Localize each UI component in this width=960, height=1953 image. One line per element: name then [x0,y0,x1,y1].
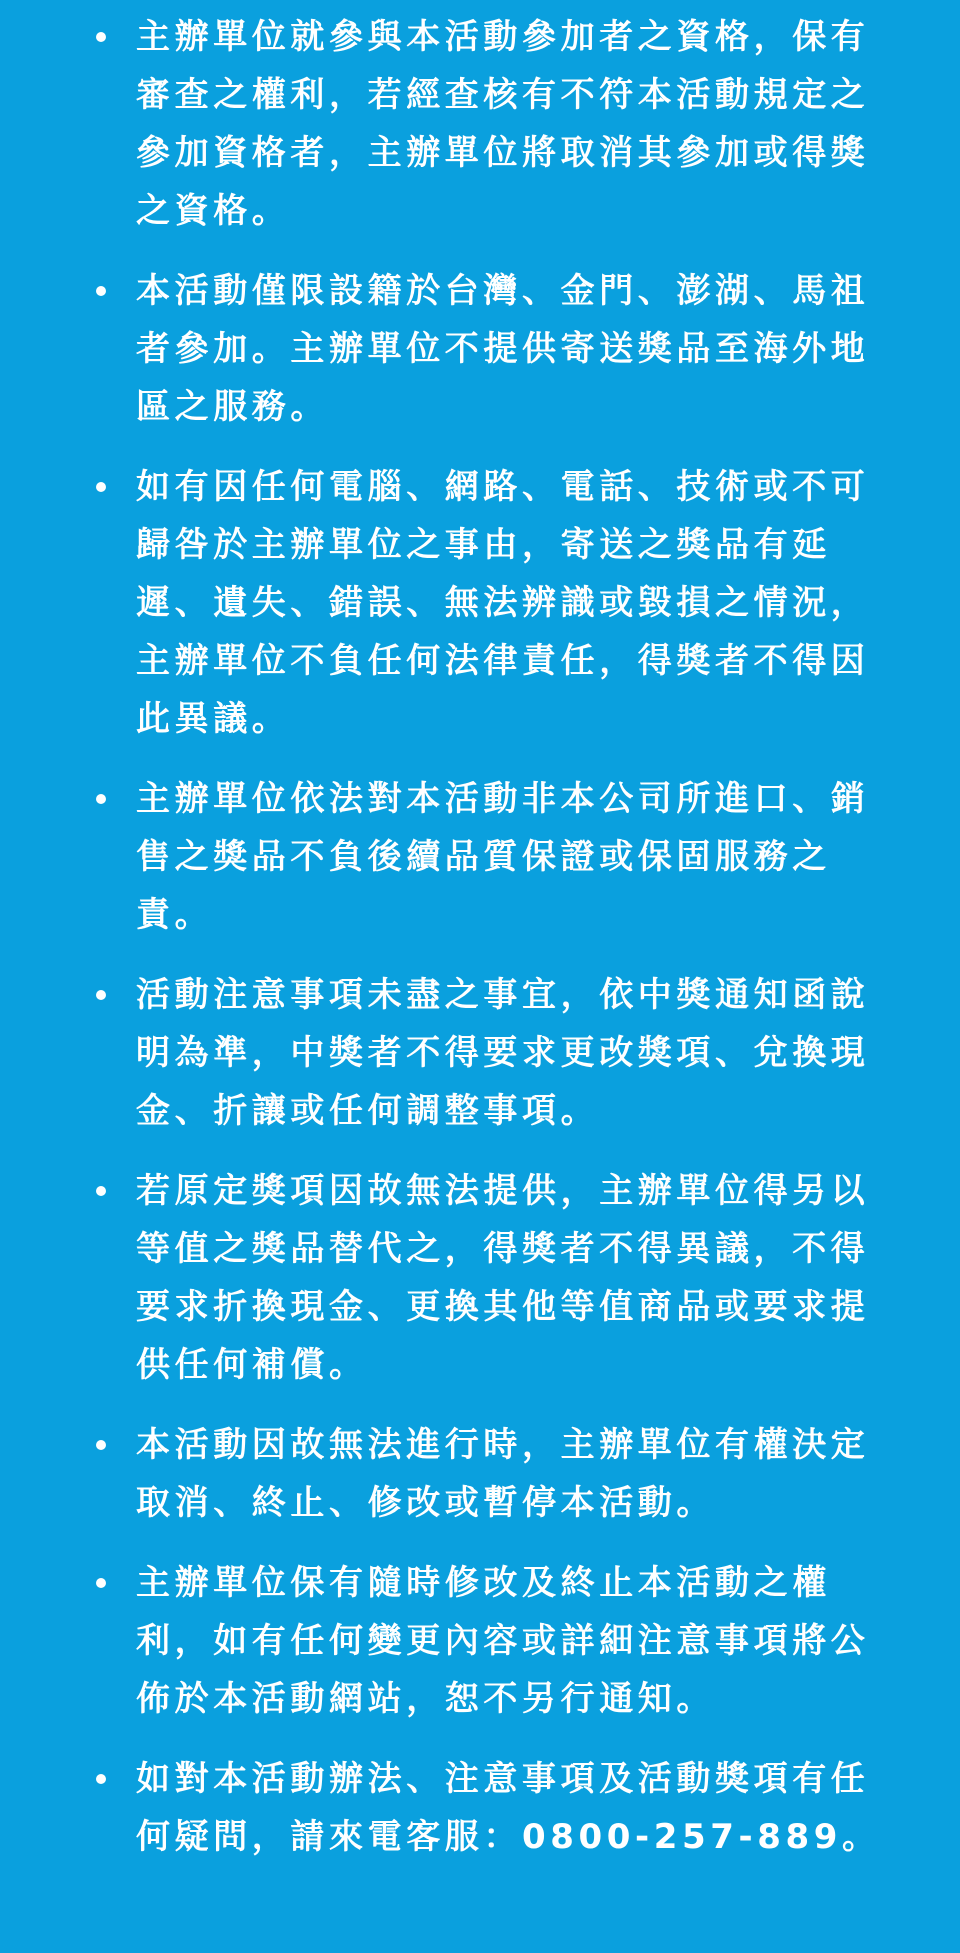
list-item [96,8,886,240]
term-text: 本活動僅限設籍於台灣、金門、澎湖、馬祖者參加。主辦單位不提供寄送獎品至海外地區之服務。 [136,271,870,427]
list-item [96,1162,886,1394]
term-text: 若原定獎項因故無法提供，主辦單位得另以等值之獎品替代之，得獎者不得異議，不得要求折換現金、更換其他等值商品或要求提供任何補償。 [136,1171,870,1385]
bullet-icon [96,482,106,492]
list-item [96,1554,886,1728]
term-text: 本活動因故無法進行時，主辦單位有權決定取消、終止、修改或暫停本活動。 [136,1425,870,1523]
bullet-icon [96,794,106,804]
term-text: 主辦單位保有隨時修改及終止本活動之權利，如有任何變更內容或詳細注意事項將公佈於本活動網站，恕不另行通知。 [136,1563,870,1719]
list-item [96,1750,886,1866]
bullet-icon [96,1186,106,1196]
bullet-icon [96,990,106,1000]
bullet-icon [96,1440,106,1450]
term-text: 主辦單位依法對本活動非本公司所進口、銷售之獎品不負後續品質保證或保固服務之責。 [136,779,870,935]
term-text: 如對本活動辦法、注意事項及活動獎項有任何疑問，請來電客服：0800-257-889。 [136,1759,881,1857]
bullet-icon [96,1578,106,1588]
list-item [96,770,886,944]
list-item [96,458,886,748]
list-item [96,1416,886,1532]
term-text: 如有因任何電腦、網路、電話、技術或不可歸咎於主辦單位之事由，寄送之獎品有延遲、遺失、錯誤、無法辨識或毀損之情況，主辦單位不負任何法律責任，得獎者不得因此異議。 [136,467,870,739]
bullet-icon [96,286,106,296]
list-item [96,262,886,436]
terms-list [96,8,886,1866]
bullet-icon [96,1774,106,1784]
term-text: 活動注意事項未盡之事宜，依中獎通知函說明為準，中獎者不得要求更改獎項、兌換現金、折讓或任何調整事項。 [136,975,870,1131]
list-item [96,966,886,1140]
term-text: 主辦單位就參與本活動參加者之資格，保有審查之權利，若經查核有不符本活動規定之參加資格者，主辦單位將取消其參加或得獎之資格。 [136,17,870,231]
bullet-icon [96,32,106,42]
